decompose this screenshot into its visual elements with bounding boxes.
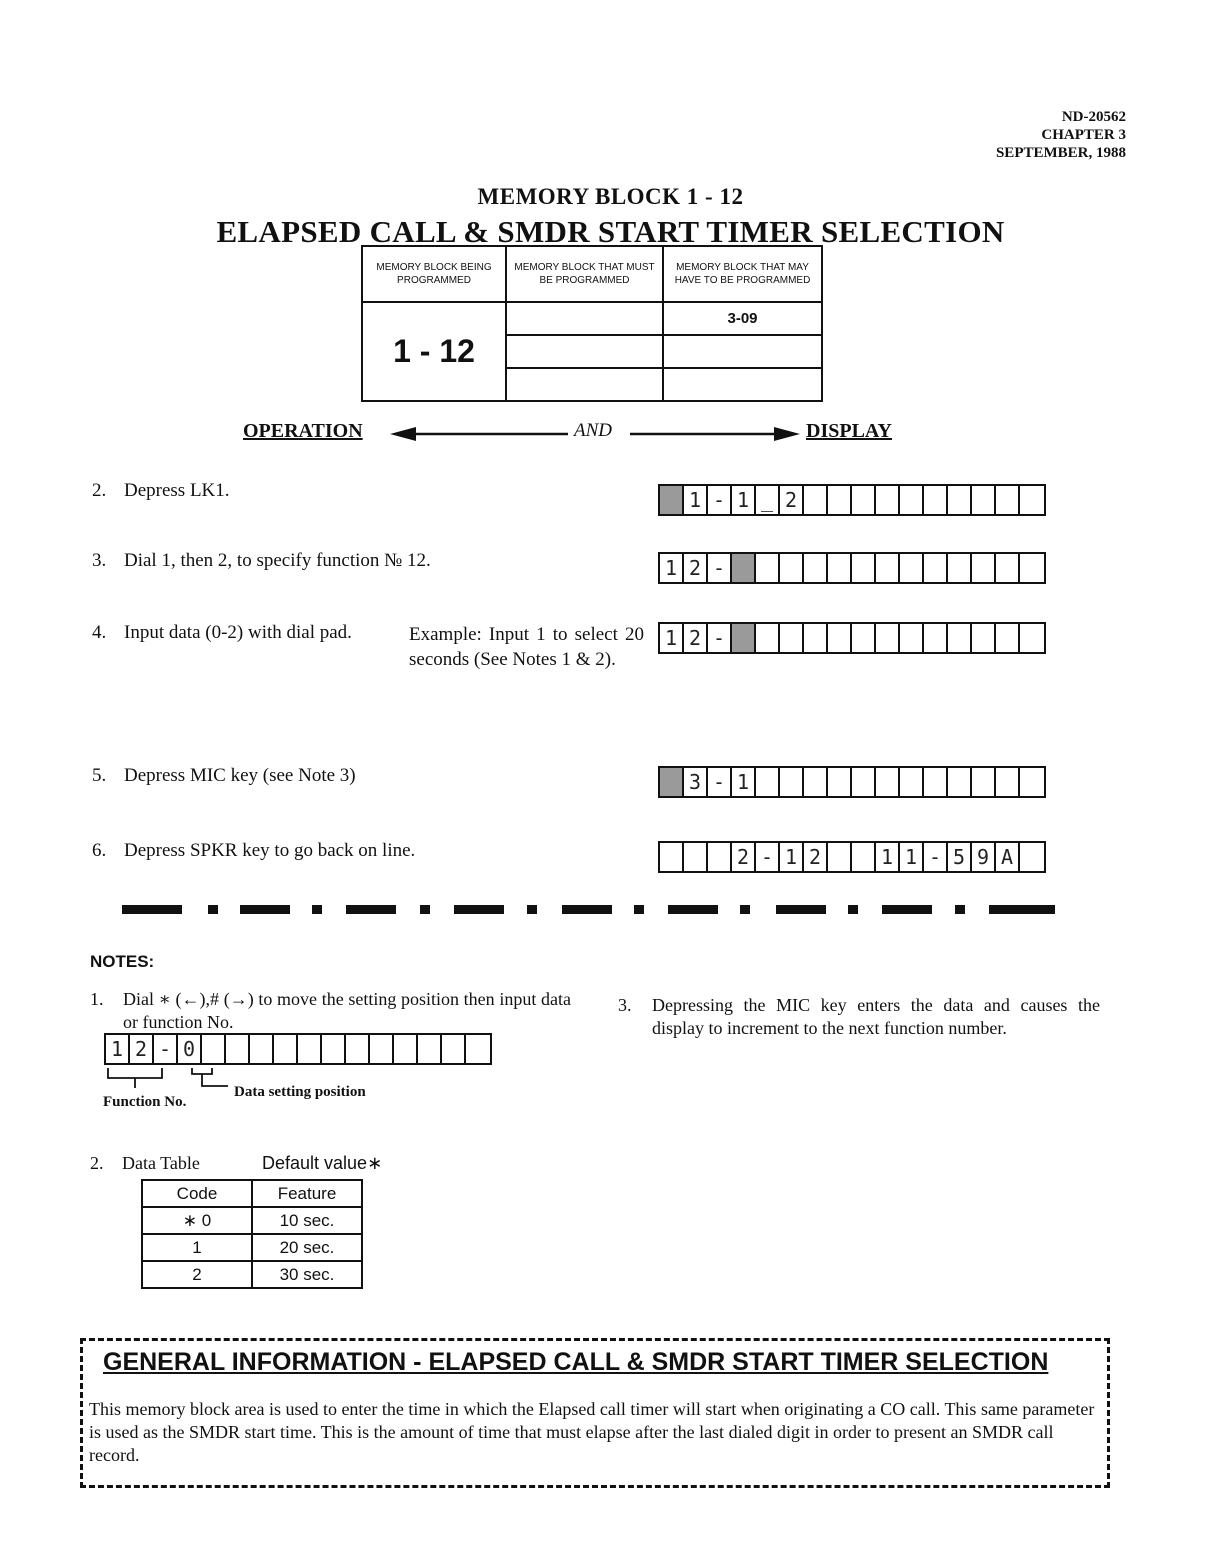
feature-cell: 20 sec. [252,1234,362,1261]
lcd-cell [996,768,1020,796]
lcd-cell [852,554,876,582]
lcd-cell: 2 [684,624,708,652]
table-cell [663,368,822,401]
lcd-cell: - [708,554,732,582]
lcd-cell [972,768,996,796]
lcd-cell: - [924,843,948,871]
data-table [141,1179,363,1289]
lcd-cell [852,843,876,871]
lcd-cell [684,843,708,871]
lcd-cell: 2 [780,486,804,514]
step-5 [92,765,356,787]
data-table-label: Data Table [122,1153,200,1173]
column-header-code: Code [142,1180,252,1207]
lcd-cell [322,1035,346,1063]
memory-block-table [361,245,823,402]
lcd-cell [804,486,828,514]
lcd-cell [780,768,804,796]
table-row [142,1207,362,1234]
function-no-label: Function No. [103,1094,187,1110]
table-header-row [142,1180,362,1207]
column-header-feature: Feature [252,1180,362,1207]
step-number: 6. [92,840,107,861]
code-cell: 1 [142,1234,252,1261]
step-text: Dial 1, then 2, to specify function № 12. [124,550,431,571]
step-4-example: Example: Input 1 to select 20 seconds (See Notes 1 & 2). [409,624,644,670]
lcd-cell [1020,624,1044,652]
lcd-cell: - [708,486,732,514]
lcd-cell [756,554,780,582]
lcd-cell [900,624,924,652]
lcd-cell [876,768,900,796]
lcd-cell: 1 [660,554,684,582]
lcd-cell [466,1035,490,1063]
code-cell: ∗ 0 [142,1207,252,1234]
lcd-cell [828,768,852,796]
lcd-cell [828,486,852,514]
lcd-cell: A [996,843,1020,871]
page-subtitle: MEMORY BLOCK 1 - 12 [477,184,744,209]
step-number: 5. [92,765,107,786]
position-bracket-icon [104,1066,234,1090]
lcd-cell [660,486,684,514]
lcd-cell: - [756,843,780,871]
lcd-cell [226,1035,250,1063]
lcd-cell [900,554,924,582]
note-1-number: 1. [90,989,104,1009]
lcd-cell [972,554,996,582]
lcd-cell [996,624,1020,652]
lcd-cell: 5 [948,843,972,871]
table-row [142,1234,362,1261]
lcd-cell: - [154,1035,178,1063]
table-cell [663,335,822,368]
lcd-cell [876,486,900,514]
lcd-cell [780,624,804,652]
lcd-cell: - [708,768,732,796]
lcd-cell [828,624,852,652]
lcd-cell: 2 [130,1035,154,1063]
lcd-display-step-6 [658,841,1046,873]
table-cell [506,368,663,401]
step-4 [92,622,352,644]
header-must-be-programmed: MEMORY BLOCK THAT MUST BE PROGRAMMED [506,246,663,302]
code-cell: 2 [142,1261,252,1288]
step-number: 3. [92,550,107,571]
left-arrow-icon [390,426,570,442]
lcd-cell [900,768,924,796]
lcd-cell [756,768,780,796]
and-label: AND [574,420,612,441]
lcd-display-note-1 [104,1033,492,1065]
lcd-cell: 2 [804,843,828,871]
lcd-cell: 1 [660,624,684,652]
lcd-cell [804,554,828,582]
lcd-cell: - [708,624,732,652]
general-information-body: This memory block area is used to enter the time in which the Elapsed call timer will start when originating a CO call. This same parameter is used as the SMDR start time. This is the amount of time that must elapse after the last dialed digit in order to present an SMDR call record. [89,1399,1095,1465]
lcd-cell [202,1035,226,1063]
header-being-programmed: MEMORY BLOCK BEING PROGRAMMED [362,246,506,302]
step-number: 4. [92,622,107,643]
lcd-cell [732,624,756,652]
lcd-cell: 1 [900,843,924,871]
lcd-cell: 1 [732,768,756,796]
note-3-text: Depressing the MIC key enters the data and causes the display to increment to the next function number. [652,995,1100,1038]
table-row [142,1261,362,1288]
lcd-cell [996,486,1020,514]
lcd-cell [948,768,972,796]
step-number: 2. [92,480,107,501]
note-3-number: 3. [618,995,632,1015]
lcd-cell [948,624,972,652]
note-2-number: 2. [90,1153,104,1173]
lcd-cell [924,624,948,652]
lcd-cell [972,624,996,652]
lcd-cell: 1 [876,843,900,871]
lcd-cell [828,843,852,871]
lcd-cell: 1 [732,486,756,514]
may-have-value: 3-09 [663,302,822,335]
lcd-cell [370,1035,394,1063]
default-value-label: Default value∗ [262,1153,383,1173]
step-text: Depress SPKR key to go back on line. [124,840,416,861]
lcd-cell: 1 [684,486,708,514]
lcd-cell [1020,843,1044,871]
lcd-cell: 0 [178,1035,202,1063]
chapter-label: CHAPTER 3 [1041,127,1126,143]
lcd-cell [274,1035,298,1063]
lcd-cell [442,1035,466,1063]
lcd-cell: 3 [684,768,708,796]
operation-label: OPERATION [243,420,363,442]
lcd-cell [948,486,972,514]
lcd-cell [708,843,732,871]
lcd-cell [298,1035,322,1063]
lcd-cell [1020,768,1044,796]
step-text: Input data (0-2) with dial pad. [124,622,352,643]
lcd-cell: 2 [732,843,756,871]
step-text: Depress LK1. [124,480,230,501]
lcd-cell [804,768,828,796]
lcd-cell: 2 [684,554,708,582]
lcd-cell [852,768,876,796]
doc-number: ND-20562 [1061,109,1126,125]
lcd-cell [900,486,924,514]
lcd-display-step-4 [658,622,1046,654]
lcd-cell [780,554,804,582]
lcd-cell [732,554,756,582]
display-label: DISPLAY [806,420,892,442]
notes-heading: NOTES: [90,952,155,971]
lcd-cell [1020,486,1044,514]
lcd-cell [924,554,948,582]
step-2 [92,480,230,502]
lcd-cell [924,768,948,796]
note-1-text: Dial ∗ (←),# (→) to move the setting position then input data or function No. [123,989,571,1032]
lcd-cell [828,554,852,582]
lcd-cell [660,843,684,871]
lcd-cell [1020,554,1044,582]
lcd-cell: _ [756,486,780,514]
lcd-cell [394,1035,418,1063]
lcd-cell [852,624,876,652]
memory-block-number: 1 - 12 [362,302,506,401]
lcd-cell [924,486,948,514]
table-cell [506,335,663,368]
general-information-title: GENERAL INFORMATION - ELAPSED CALL & SMDR START TIMER SELECTION [103,1348,1049,1376]
lcd-cell [972,486,996,514]
date-label: SEPTEMBER, 1988 [995,145,1126,161]
step-3 [92,550,431,572]
header-may-have-to-be-programmed: MEMORY BLOCK THAT MAY HAVE TO BE PROGRAMMED [663,246,822,302]
lcd-cell [660,768,684,796]
feature-cell: 10 sec. [252,1207,362,1234]
lcd-display-step-2 [658,484,1046,516]
table-cell [506,302,663,335]
lcd-cell [876,624,900,652]
lcd-cell [250,1035,274,1063]
data-setting-position-label: Data setting position [234,1084,366,1100]
right-arrow-icon [630,426,802,442]
lcd-cell [418,1035,442,1063]
lcd-cell [948,554,972,582]
lcd-cell [852,486,876,514]
page-title: ELAPSED CALL & SMDR START TIMER SELECTION [216,214,1005,249]
lcd-display-step-3 [658,552,1046,584]
feature-cell: 30 sec. [252,1261,362,1288]
lcd-cell: 1 [106,1035,130,1063]
step-text: Depress MIC key (see Note 3) [124,765,356,786]
lcd-cell [876,554,900,582]
lcd-cell [756,624,780,652]
lcd-cell: 1 [780,843,804,871]
lcd-cell [346,1035,370,1063]
document-reference [996,108,1126,162]
lcd-cell: 9 [972,843,996,871]
lcd-display-step-5 [658,766,1046,798]
lcd-cell [804,624,828,652]
step-6 [92,840,415,862]
lcd-cell [996,554,1020,582]
